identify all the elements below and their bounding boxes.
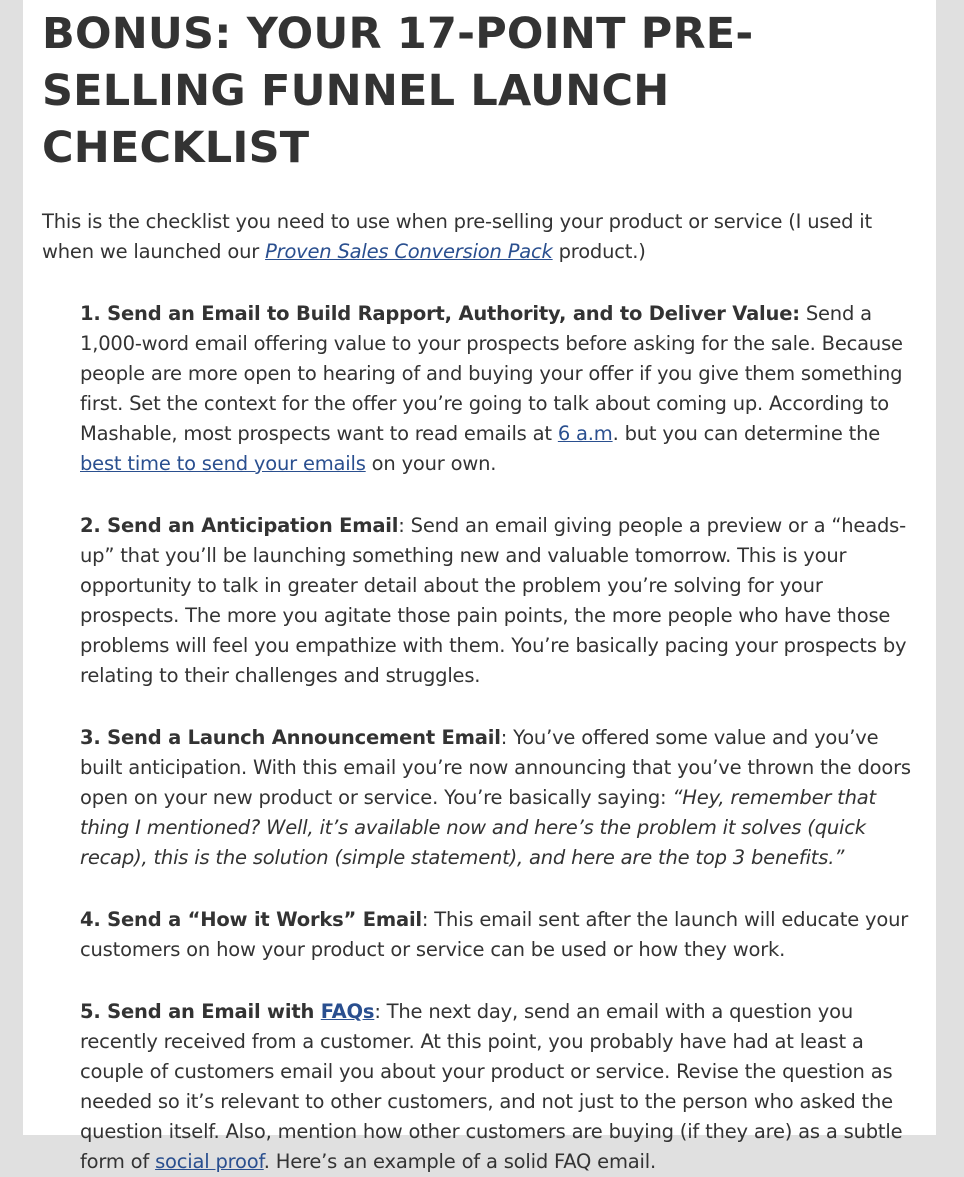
item-4-heading: 4. Send a “How it Works” Email [80, 908, 422, 931]
checklist-item-4 [80, 905, 916, 965]
checklist [42, 299, 916, 1177]
item-3-text: : You’ve offered some value and you’ve built anticipation. With this email you’re now announcing that you’ve thrown the doors open on your new product or service. You’re basically saying: [80, 726, 911, 809]
item-5-heading [80, 1000, 374, 1023]
best-time-to-send-emails-link[interactable]: best time to send your emails [80, 452, 366, 475]
intro-paragraph [42, 207, 916, 267]
item-1-text-a: Send a 1,000-word email offering value to your prospects before asking for the sale. Because people are more open to hearing of and buying your offer if you give them something first. Set the context for the offer you’re going to talk about coming up. According to Mashable, most prospects want to read emails at [80, 302, 903, 445]
faqs-link[interactable]: FAQs [320, 1000, 375, 1023]
item-5-text-b: . Here’s an example of a solid FAQ email. [263, 1150, 656, 1173]
item-1-text-c: on your own. [365, 452, 497, 475]
intro-text-before: This is the checklist you need to use when pre-selling your product or service (I used it when we launched our [42, 210, 872, 263]
item-3-quote: “Hey, remember that thing I mentioned? Well, it’s available now and here’s the problem it solves (quick recap), this is the solution (simple statement), and here are the top 3 benefits.” [80, 786, 876, 869]
item-3-heading: 3. Send a Launch Announcement Email [80, 726, 501, 749]
item-2-heading: 2. Send an Anticipation Email [80, 514, 399, 537]
checklist-item-5 [80, 997, 916, 1177]
article-title: BONUS: YOUR 17-POINT PRE-SELLING FUNNEL LAUNCH CHECKLIST [42, 9, 754, 173]
article-page [23, 0, 936, 1173]
checklist-item-1 [80, 299, 916, 479]
checklist-item-2 [80, 511, 916, 691]
item-1-text-b: . but you can determine the [612, 422, 881, 445]
proven-sales-conversion-pack-link[interactable]: Proven Sales Conversion Pack [265, 240, 553, 263]
item-5-text-a: : The next day, send an email with a question you recently received from a customer. At this point, you probably have had at least a couple of customers email you about your product or service. Revise the question as needed so it’s relevant to other customers, and not just to the person who asked the question itself. Also, mention how other customers are buying (if they are) as a subtle form of [80, 1000, 903, 1173]
social-proof-link[interactable]: social proof [155, 1150, 264, 1173]
item-2-text: : Send an email giving people a preview or a “heads-up” that you’ll be launching something new and valuable tomorrow. This is your opportunity to talk in greater detail about the problem you’re solving for your prospects. The more you agitate those pain points, the more people who have those problems will feel you empathize with them. You’re basically pacing your prospects by relating to their challenges and struggles. [80, 514, 907, 687]
six-am-link[interactable]: 6 a.m [557, 422, 613, 445]
intro-text-after: product.) [552, 240, 646, 263]
checklist-item-3 [80, 723, 916, 873]
item-4-text: : This email sent after the launch will educate your customers on how your product or service can be used or how they work. [80, 908, 909, 961]
item-5-heading-text: 5. Send an Email with [80, 1000, 321, 1023]
item-1-heading: 1. Send an Email to Build Rapport, Authority, and to Deliver Value: [80, 302, 800, 325]
